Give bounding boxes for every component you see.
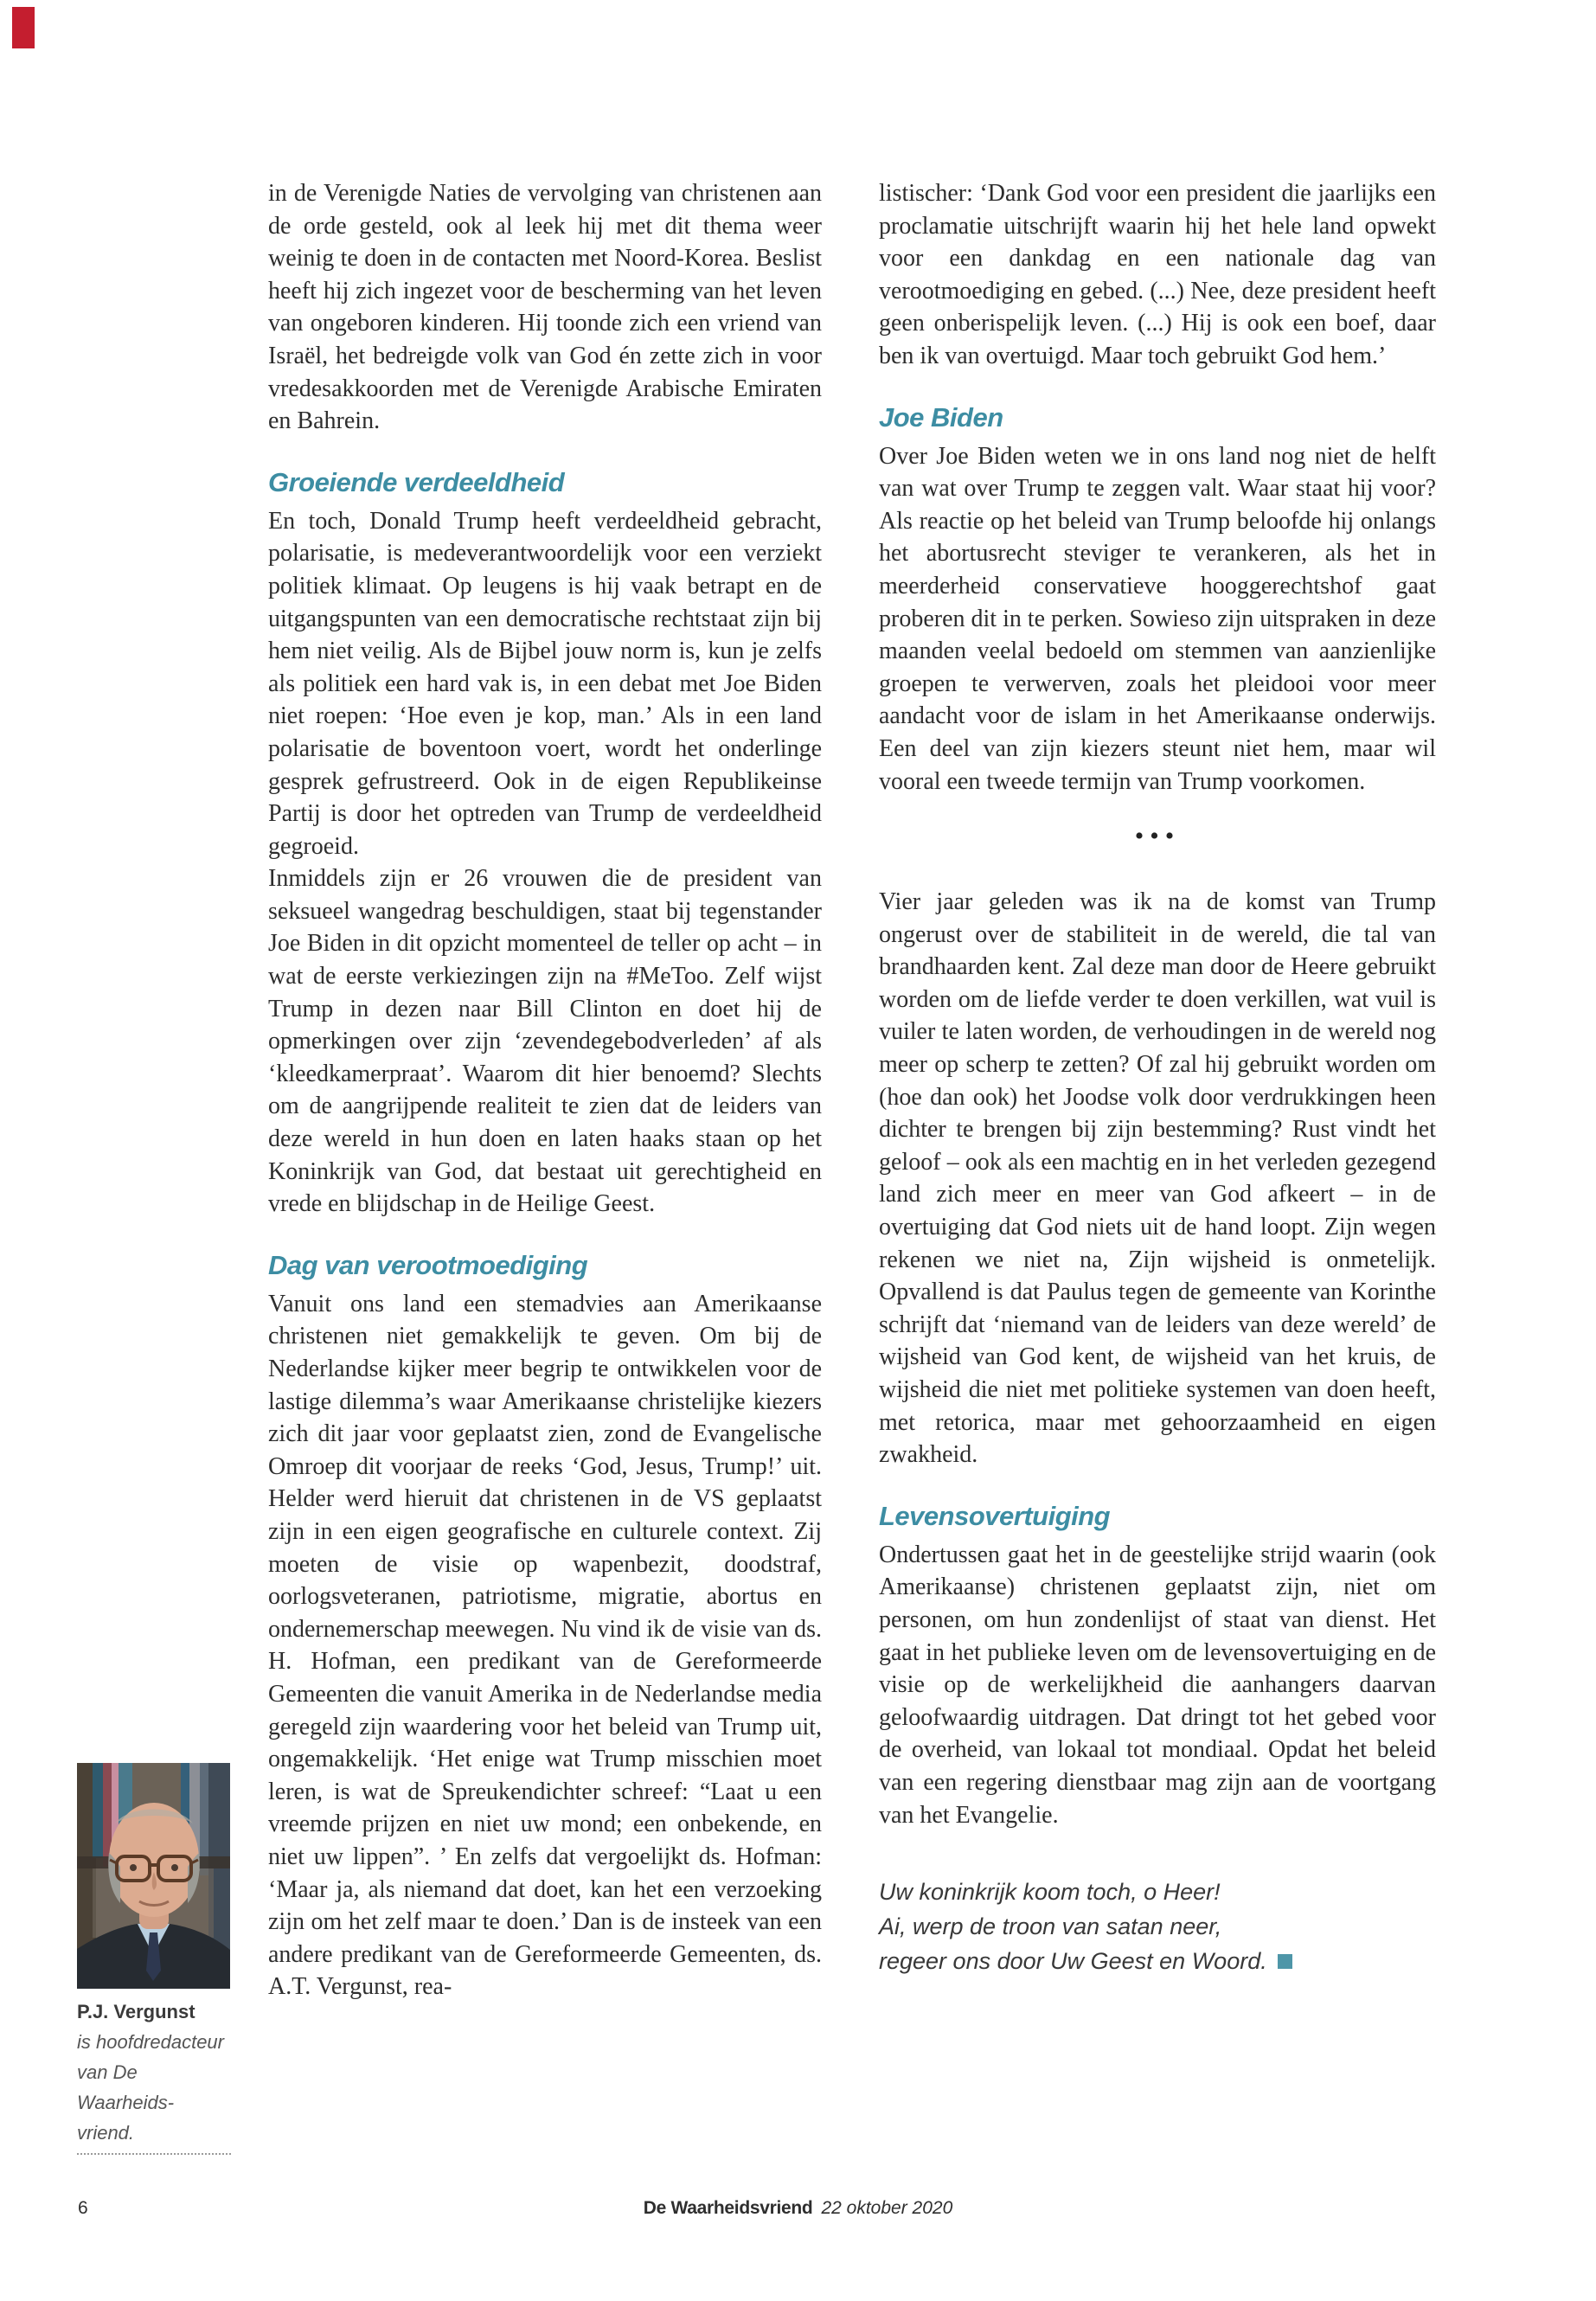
footer-page-number: 6 [78,2198,88,2218]
section-heading-levensovertuiging: Levensovertuiging [879,1500,1111,1531]
section-heading-dag-van-verootmoediging: Dag van verootmoediging [268,1249,588,1280]
author-role-line: is hoofdredacteur [77,2031,224,2053]
closing-verse [879,1875,1436,1978]
author-photo [77,1763,230,1989]
dots-separator: ••• [1134,822,1181,851]
author-photo-image [77,1763,230,1989]
section-heading-joe-biden: Joe Biden [879,401,1003,433]
right-paragraph: Vier jaar geleden was ik na de komst van Trump ongerust over de stabiliteit in de wereld, die tal van brandhaarden kent. Zal deze man door de Heere gebruikt worden om de liefde verder te doen verkillen, wat vuil is vuiler te laten worden, de verhoudingen in de wereld nog meer op scherp te zetten? Of zal hij gebruikt worden om (hoe dan ook) het Joodse volk door verdrukkingen heen dichter te brengen bij zijn bestemming? Rust vindt het geloof – ook als een machtig en in het verleden gezegend land zich meer en meer van God afkeert – in de overtuiging dat God niets uit de hand loopt. Zijn wegen rekenen we niet na, Zijn wijsheid is onmetelijk. Opvallend is dat Paulus tegen de gemeente van Korinthe schrijft dat ‘niemand van de leiders van deze wereld’ de wijsheid van God kent, de wijsheid van het kruis, de wijsheid die niet met politieke systemen van doen heeft, met retorica, maar met gehoorzaamheid en eigen zwakheid. [879,888,1436,1469]
right-intro-paragraph: listischer: ‘Dank God voor een president die jaarlijks een proclamatie uitschrijft waarin hij het hele land opwekt voor een dankdag en een nationale dag van verootmoediging en gebed. (...) Nee, deze president heeft geen onberispelijk leven. (...) Hij is ook een boef, daar ben ik van overtuigd. Maar toch gebruikt God hem.’ [879,180,1436,369]
verse-line [879,1944,1436,1978]
footer-date: 22 oktober 2020 [821,2198,953,2218]
footer-publication-title: De Waarheidsvriend [643,2198,813,2218]
author-caption [77,1997,231,2155]
left-column [268,177,822,2003]
author-role-line: van De Waarheids- [77,2061,175,2113]
left-paragraph: En toch, Donald Trump heeft verdeeldheid gebracht, polarisatie, is medeverantwoordelijk voor een verziekt politiek klimaat. Op leugens is hij vaak betrapt en de uitgangspunten van een democratische rechtstaat zijn bij hem niet veilig. Als de Bijbel jouw norm is, kun je zelfs als politiek een hard vak is, in een debat met Joe Biden niet roepen: ‘Hoe even je kop, man.’ Als in een land polarisatie de boventoon voert, wordt het onderlinge gesprek gefrustreerd. Ook in de eigen Republikeinse Partij is door het optreden van Trump de verdeeldheid gegroeid. [268,507,822,860]
section-heading-groeiende-verdeeldheid: Groeiende verdeeldheid [268,466,565,497]
author-name: P.J. Vergunst [77,2001,195,2022]
footer [0,2198,1596,2219]
verse-line-text: regeer ons door Uw Geest en Woord. [879,1948,1267,1975]
right-column [879,177,1436,1978]
left-intro-paragraph: in de Verenigde Naties de vervolging van christenen aan de orde gesteld, ook al leek hij met dit thema weer weinig te doen in de contacten met Noord-Korea. Beslist heeft hij zich ingezet voor de bescherming van het leven van ongeboren kinderen. Hij toonde zich een vriend van Israël, het bedreigde volk van God én zette zich in voor vredesakkoorden met de Verenigde Arabische Emiraten en Bahrein. [268,180,822,435]
right-paragraph: Ondertussen gaat het in de geestelijke strijd waarin (ook Amerikaanse) christenen geplaatst zijn, niet om personen, om hun zondenlijst of staat van dienst. Het gaat in het publieke leven om de levensovertuiging en de visie op de werkelijkheid die aanhangers daarvan geloofwaardig uitdragen. Dat dringt tot het gebed voor de overheid, van lokaal tot mondiaal. Opdat het beleid van een regering dienstbaar mag zijn aan de voortgang van het Evangelie. [879,1541,1436,1829]
left-paragraph: Vanuit ons land een stemadvies aan Amerikaanse christenen niet gemakkelijk te geven. Om bij de Nederlandse kijker meer begrip te ontwikkelen voor de lastige dilemma’s waar Amerikaanse christelijke kiezers zich dit jaar voor geplaatst zien, zond de Evangelische Omroep dit voorjaar de reeks ‘God, Jesus, Trump!’ uit. Helder werd hieruit dat christenen in de VS geplaatst zijn in een eigen geografische en culturele context. Zij moeten de visie op wapenbezit, doodstraf, oorlogsveteranen, patriotisme, migratie, abortus en ondernemerschap meewegen. Nu vind ik de visie van ds. H. Hofman, een predikant van de Gereformeerde Gemeenten die vanuit Amerika in de Nederlandse media geregeld zijn waardering voor het beleid van Trump uit, ongemakkelijk. ‘Het enige wat Trump misschien moet leren, is wat de Spreukendichter schreef: “Laat u een vreemde prijzen en niet uw mond; een onbekende, en niet uw lippen”. ’ En zelfs dat vergoelijkt ds. Hofman: ‘Maar ja, als niemand dat doet, kan het een verzoeking zijn om het zelf maar te doen.’ Dan is de insteek van een andere predikant van de Gereformeerde Gemeenten, ds. A.T. Vergunst, rea- [268,1290,822,2001]
red-corner-mark [12,7,35,48]
author-role-line: vriend. [77,2122,135,2144]
verse-line: Uw koninkrijk koom toch, o Heer! [879,1879,1221,1906]
end-of-article-square-icon [1278,1954,1292,1969]
left-paragraph: Inmiddels zijn er 26 vrouwen die de president van seksueel wangedrag beschuldigen, staat bij tegenstander Joe Biden in dit opzicht momenteel de teller op acht – in wat de eerste verkiezingen zijn na #MeToo. Zelf wijst Trump in dezen naar Bill Clinton en doet hij de opmerkingen over zijn ‘zevendegebodverleden’ af als ‘kleedkamerpraat’. Waarom dit hier benoemd? Slechts om de aangrijpende realiteit te zien dat de leiders van deze wereld in hun doen en laten haaks staan op het Koninkrijk van God, dat bestaat uit gerechtigheid en vrede en blijdschap in de Heilige Geest. [268,865,822,1218]
right-paragraph: Over Joe Biden weten we in ons land nog niet de helft van wat over Trump te zeggen valt. Waar staat hij voor? Als reactie op het beleid van Trump beloofde hij onlangs het abortusrecht steviger te verankeren, als het in meerderheid conservatieve hooggerechtshof gaat proberen dit in te perken. Sowieso zijn uitspraken in deze maanden veelal bedoeld om stemmen van aanzienlijke groepen te verwerven, zoals het pleidooi voor meer aandacht voor de islam in het Amerikaanse onderwijs. Een deel van zijn kiezers steunt niet hem, maar wil vooral een tweede termijn van Trump voorkomen. [879,442,1436,795]
verse-line: Ai, werp de troon van satan neer, [879,1913,1222,1940]
